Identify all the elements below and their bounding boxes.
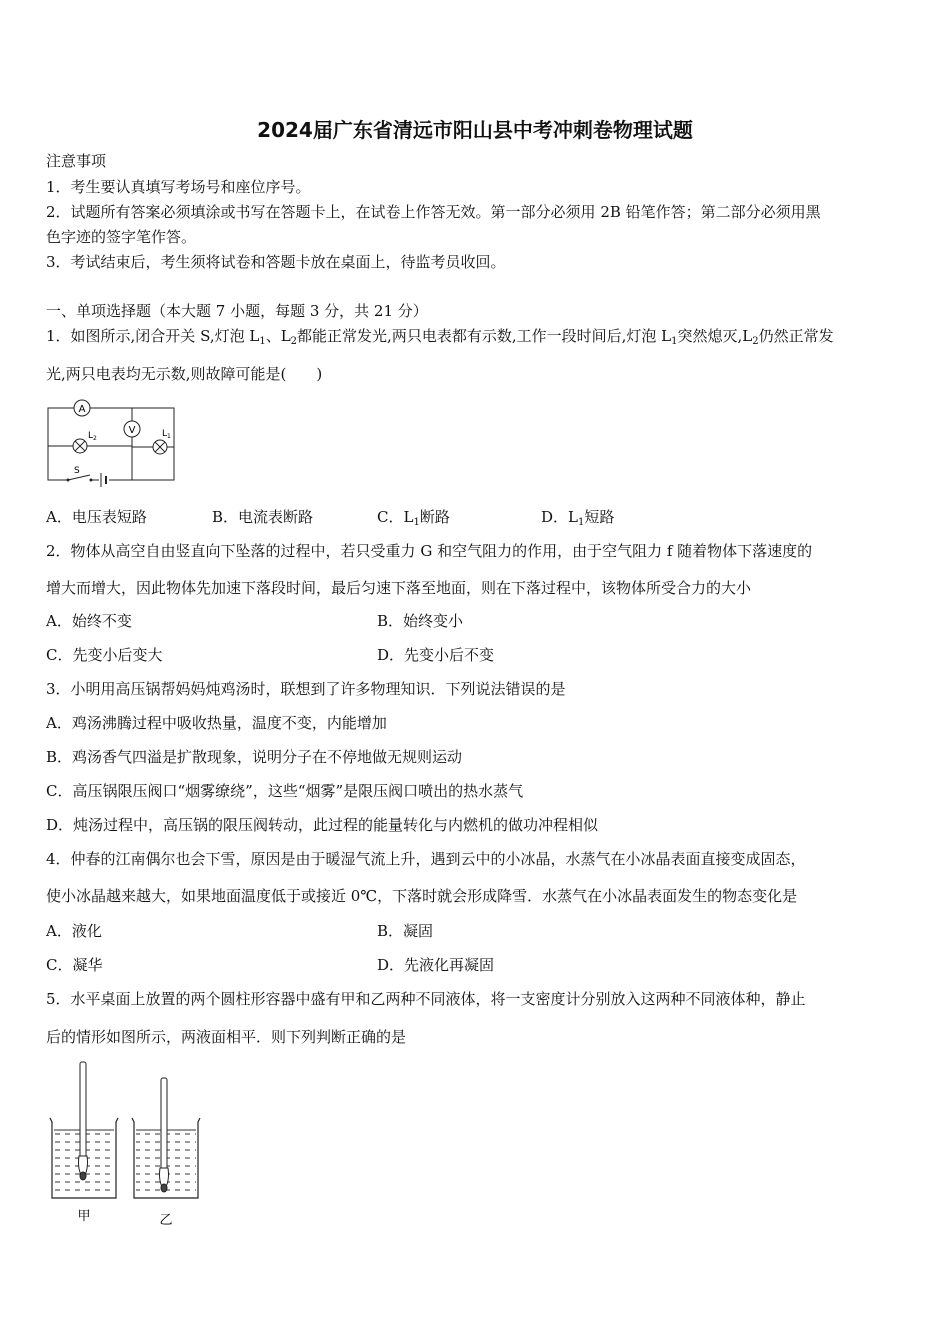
q1-option-b: B．电流表断路 (212, 508, 314, 526)
label-jia: 甲 (77, 1209, 91, 1224)
notice-heading: 注意事项 (46, 152, 107, 170)
hydrometer-left (79, 1062, 88, 1180)
notice-item: 2．试题所有答案必须填涂或书写在答题卡上，在试卷上作答无效。第一部分必须用 2B 铅笔作答；第二部分必须用黑 (46, 203, 821, 221)
q4-option-c: C．凝华 (46, 956, 103, 974)
question-5-stem: 5．水平桌面上放置的两个圆柱形容器中盛有甲和乙两种不同液体，将一支密度计分别放入这两种不同液体种，静止 (46, 990, 806, 1008)
lamp-l1-label: $L_1$ (162, 429, 171, 440)
notice-item: 3．考试结束后，考生须将试卷和答题卡放在桌面上，待监考员收回。 (46, 253, 506, 271)
q4-option-b: B．凝固 (377, 922, 434, 940)
lamp-l2-label: $L_2$ (88, 431, 97, 442)
question-4-stem-line2: 使小冰晶越来越大，如果地面温度低于或接近 0℃，下落时就会形成降雪．水蒸气在小冰晶表面发生的物态变化是 (46, 887, 798, 905)
q1-option-d: D．$L_1$短路 (541, 508, 615, 528)
q2-option-c: C．先变小后变大 (46, 646, 163, 664)
q3-option-b: B．鸡汤香气四溢是扩散现象，说明分子在不停地做无规则运动 (46, 748, 463, 766)
q1-option-a: A．电压表短路 (46, 508, 147, 526)
notice-item: 色字迹的签字笔作答。 (46, 228, 197, 246)
q2-option-b: B．始终变小 (377, 612, 464, 630)
exam-title: 2024届广东省清远市阳山县中考冲刺卷物理试题 (257, 118, 693, 142)
circuit-diagram (44, 398, 184, 490)
question-4-stem: 4．仲春的江南偶尔也会下雪，原因是由于暖湿气流上升，遇到云中的小冰晶，水蒸气在小冰晶表面直接变成固态， (46, 850, 806, 868)
ammeter-label: A (78, 404, 86, 415)
q2-option-a: A．始终不变 (46, 612, 132, 630)
question-1-stem-line2: 光,两只电表均无示数,则故障可能是( ) (46, 365, 323, 383)
q4-option-a: A．液化 (46, 922, 102, 940)
question-3-stem: 3．小明用高压锅帮妈妈炖鸡汤时，联想到了许多物理知识．下列说法错误的是 (46, 680, 566, 698)
q1-option-c: C．$L_1$断路 (377, 508, 450, 528)
section-heading: 一、单项选择题（本大题 7 小题，每题 3 分，共 21 分） (46, 302, 428, 320)
hydrometer-right (160, 1078, 169, 1192)
q2-option-d: D．先变小后不变 (377, 646, 495, 664)
label-yi: 乙 (159, 1213, 173, 1228)
question-5-stem-line2: 后的情形如图所示，两液面相平．则下列判断正确的是 (46, 1028, 407, 1046)
q3-option-d: D．炖汤过程中，高压锅的限压阀转动，此过程的能量转化与内燃机的做功冲程相似 (46, 816, 599, 834)
voltmeter-label: V (128, 425, 136, 436)
q3-option-a: A．鸡汤沸腾过程中吸收热量，温度不变，内能增加 (46, 714, 387, 732)
notice-item: 1．考生要认真填写考场号和座位序号。 (46, 178, 311, 196)
question-2-stem-line2: 增大而增大，因此物体先加速下落段时间，最后匀速下落至地面，则在下落过程中，该物体所受合力的大小 (46, 579, 752, 597)
q3-option-c: C．高压锅限压阀口“烟雾缭绕”，这些“烟雾”是限压阀口喷出的热水蒸气 (46, 782, 524, 800)
q4-option-d: D．先液化再凝固 (377, 956, 495, 974)
question-2-stem: 2．物体从高空自由竖直向下坠落的过程中，若只受重力 G 和空气阻力的作用，由于空气阻力 f 随着物体下落速度的 (46, 542, 813, 560)
question-1-stem: 1．如图所示,闭合开关 S,灯泡 $L_1$、$L_2$都能正常发光,两只电表都有示数,工作一段时间后,灯泡 $L_1$突然熄灭$,L_2$仍然正常发 (46, 327, 834, 347)
switch-label: S (74, 466, 80, 476)
hydrometer-figure (44, 1058, 214, 1230)
